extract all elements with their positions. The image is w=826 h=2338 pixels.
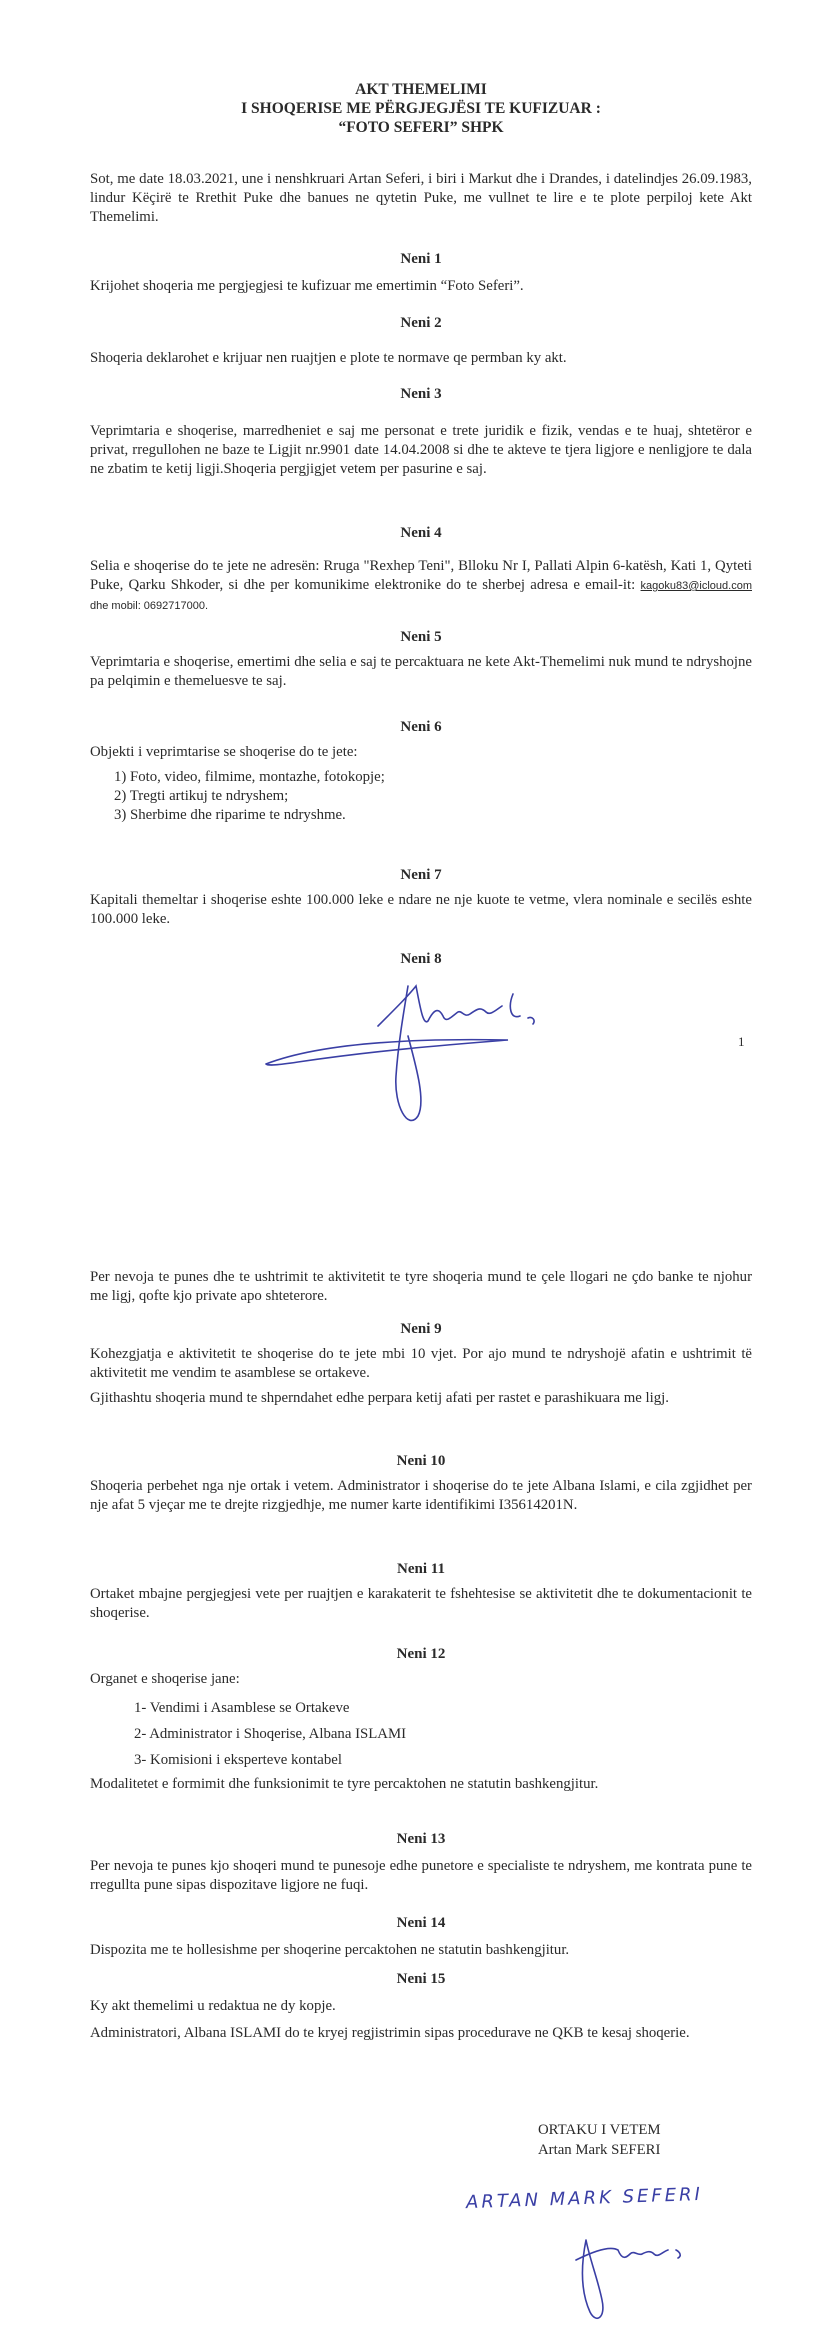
organs-list bbox=[134, 1695, 752, 1773]
article-text: Veprimtaria e shoqerise, marredheniet e saj me personat e trete juridik e fizik, vendas e te huaj, shtetëror e privat, rregullohen ne baze te Ligjit nr.9901 date 14.04.2008 si dhe te akteve te tjera ligjore e nenligjore te dala ne zbatim te ketij ligji.Shoqeria pergjigjet vetem per pasurine e saj. bbox=[90, 423, 752, 477]
article-text: Ky akt themelimi u redaktua ne dy kopje. bbox=[90, 1998, 336, 2014]
article-text: Kapitali themeltar i shoqerise eshte 100.000 leke e ndare ne nje kuote te vetme, vlera nominale e secilës eshte 100.000 leke. bbox=[90, 892, 752, 927]
article-text: Kohezgjatja e aktivitetit te shoqerise do te jete mbi 10 vjet. Por ajo mund te ndryshojë afatin e ushtrimit të aktivitetit me vendim te asamblese se ortakeve. bbox=[90, 1346, 752, 1381]
article-text: Per nevoja te punes kjo shoqeri mund te punesoje edhe punetore e specialiste te ndryshem, me kontrata pune te rregullta pune sipas dispozitave ligjore ne fuqi. bbox=[90, 1858, 752, 1893]
article-5 bbox=[90, 628, 752, 691]
email-address: kagoku83@icloud.com bbox=[640, 580, 752, 592]
list-item: 1- Vendimi i Asamblese se Ortakeve bbox=[134, 1700, 350, 1716]
signature-image bbox=[258, 966, 578, 1136]
article-text: Selia e shoqerise do te jete ne adresën: Rruga "Rexhep Teni", Blloku Nr I, Pallati Alpin 6-katësh, Kati 1, Qyteti Puke, Qarku Shkoder, si dhe per komunikime elektronike do te sherbej adresa e email-it: kagoku83@icloud.com dhe mobil: 0692717000. bbox=[90, 558, 752, 612]
list-item: 3- Komisioni i eksperteve kontabel bbox=[134, 1752, 342, 1768]
article-text: Administratori, Albana ISLAMI do te kryej regjistrimin sipas procedurave ne QKB te kesaj shoqerie. bbox=[90, 2025, 690, 2041]
article-text: Shoqeria perbehet nga nje ortak i vetem. Administrator i shoqerise do te jete Albana Islami, e cila zgjidhet per nje afat 5 vjeçar me te drejte rizgjedhje, me numer karte identifikimi I35614201N. bbox=[90, 1478, 752, 1513]
handwritten-name: ARTAN MARK SEFERI bbox=[465, 2183, 704, 2214]
article-text: Ortaket mbajne pergjegjesi vete per ruajtjen e karakaterit te fshehtesise se aktivitetit dhe te dokumentacionit te shoqerise. bbox=[90, 1586, 752, 1621]
article-title: Neni 6 bbox=[400, 719, 442, 735]
article-title: Neni 8 bbox=[400, 951, 442, 967]
intro-paragraph: Sot, me date 18.03.2021, une i nenshkruari Artan Seferi, i biri i Markut dhe i Drandes, i datelindjes 26.09.1983, lindur Këçirë te Rrethit Puke dhe banues ne qytetin Puke, me vullnet te lire e te plote perpiloj kete Akt Themelimi. bbox=[90, 171, 752, 225]
article-title: Neni 7 bbox=[400, 867, 442, 883]
article-title: Neni 9 bbox=[400, 1321, 442, 1337]
document-page-2 bbox=[0, 1140, 826, 2338]
article-text: Per nevoja te punes dhe te ushtrimit te aktivitetit te tyre shoqeria mund te çele llogari ne çdo banke te njohur me ligj, qofte kjo private apo shteterore. bbox=[90, 1269, 752, 1304]
article-9 bbox=[90, 1320, 752, 1408]
article-text: Organet e shoqerise jane: bbox=[90, 1671, 240, 1687]
article-title: Neni 4 bbox=[400, 525, 442, 541]
article-title: Neni 3 bbox=[400, 386, 442, 402]
article-6 bbox=[90, 718, 752, 825]
article-title: Neni 2 bbox=[400, 315, 442, 331]
article-title: Neni 1 bbox=[400, 251, 442, 267]
article-11 bbox=[90, 1560, 752, 1623]
article-title: Neni 15 bbox=[396, 1971, 446, 1987]
article-15 bbox=[90, 1970, 752, 2043]
article-text: Krijohet shoqeria me pergjegjesi te kufizuar me emertimin “Foto Seferi”. bbox=[90, 278, 524, 294]
signer-role: ORTAKU I VETEM bbox=[538, 2122, 661, 2138]
article-title: Neni 11 bbox=[397, 1561, 445, 1577]
article-13 bbox=[90, 1830, 752, 1895]
signer-name: Artan Mark SEFERI bbox=[538, 2142, 661, 2158]
article-7 bbox=[90, 866, 752, 929]
signature-image-2 bbox=[556, 2220, 756, 2330]
article-text: Dispozita me te hollesishme per shoqerine percaktohen ne statutin bashkengjitur. bbox=[90, 1942, 570, 1958]
title-line-3: “FOTO SEFERI” SHPK bbox=[338, 119, 504, 136]
title-line-2: I SHOQERISE ME PËRGJEGJËSI TE KUFIZUAR : bbox=[241, 100, 601, 117]
article-title: Neni 14 bbox=[396, 1915, 446, 1931]
article-4 bbox=[90, 524, 752, 616]
list-item: 1) Foto, video, filmime, montazhe, fotokopje; bbox=[114, 769, 385, 785]
article-text: Veprimtaria e shoqerise, emertimi dhe selia e saj te percaktuara ne kete Akt-Themelimi nuk mund te ndryshojne pa pelqimin e themeluesve te saj. bbox=[90, 654, 752, 689]
article-1 bbox=[90, 250, 752, 296]
article-title: Neni 13 bbox=[396, 1831, 446, 1847]
title-line-1: AKT THEMELIMI bbox=[355, 81, 487, 98]
list-item: 2- Administrator i Shoqerise, Albana ISLAMI bbox=[134, 1726, 407, 1742]
activity-list bbox=[114, 768, 752, 825]
article-3 bbox=[90, 385, 752, 479]
list-item: 2) Tregti artikuj te ndryshem; bbox=[114, 788, 289, 804]
article-10 bbox=[90, 1452, 752, 1515]
article-text: Modalitetet e formimit dhe funksionimit te tyre percaktohen ne statutin bashkengjitur. bbox=[90, 1776, 599, 1792]
article-14 bbox=[90, 1914, 752, 1960]
article-title: Neni 12 bbox=[396, 1646, 446, 1662]
document-page-1 bbox=[0, 0, 826, 1140]
document-header bbox=[90, 80, 752, 137]
article-text: Shoqeria deklarohet e krijuar nen ruajtjen e plote te normave qe permban ky akt. bbox=[90, 350, 567, 366]
article-title: Neni 5 bbox=[400, 629, 442, 645]
page-number: 1 bbox=[738, 1034, 745, 1049]
article-12 bbox=[90, 1645, 752, 1794]
phone-number: dhe mobil: 0692717000. bbox=[90, 600, 209, 612]
article-2 bbox=[90, 314, 752, 368]
article-title: Neni 10 bbox=[396, 1453, 446, 1469]
article-8-body bbox=[90, 1268, 752, 1306]
article-text: Gjithashtu shoqeria mund te shperndahet edhe perpara ketij afati per rastet e parashikuara me ligj. bbox=[90, 1390, 669, 1406]
list-item: 3) Sherbime dhe riparime te ndryshme. bbox=[114, 807, 346, 823]
signer-block bbox=[538, 2120, 661, 2160]
article-text: Objekti i veprimtarise se shoqerise do te jete: bbox=[90, 744, 358, 760]
